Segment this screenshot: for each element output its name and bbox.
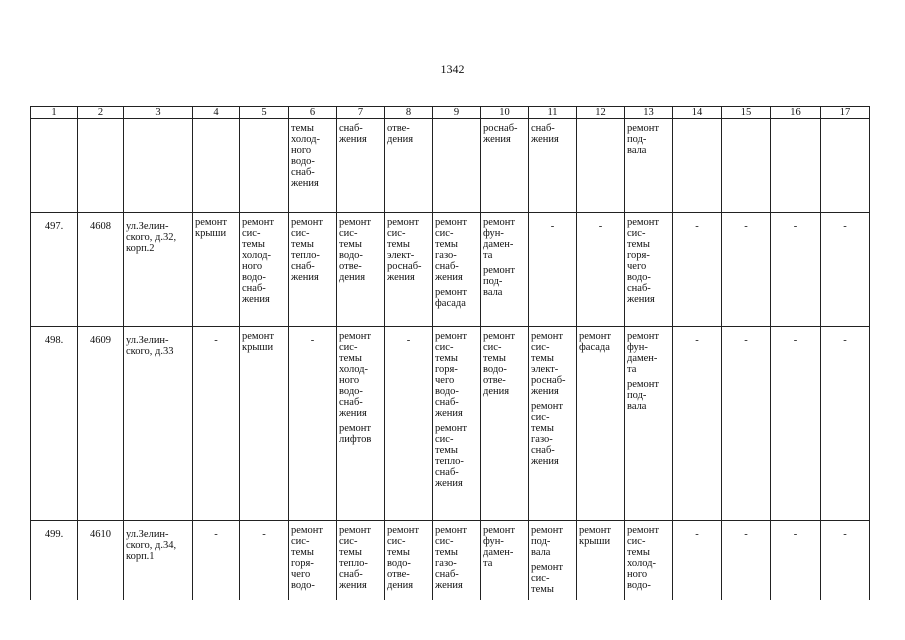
empty-cell [193,327,240,521]
house-id-cell [78,327,124,521]
work-item: ремонт сис- темы горя- чего водо- снаб- жения [627,217,660,305]
work-item: ремонт фасада [579,331,612,353]
empty-cell [771,521,821,611]
work-item: ремонт сис- темы горя- чего водо- снаб- жения [435,331,468,419]
cell-text: - [744,221,748,232]
work-item: темы холод- ного водо- снаб- жения [291,123,320,189]
column-header-4: 4 [193,107,240,119]
repair-schedule-table [30,106,870,611]
empty-cell [673,327,722,521]
works-cell [433,119,481,213]
empty-cell [529,213,577,327]
row-number-cell [31,521,78,611]
works-cell [577,119,625,213]
column-header-11: 11 [529,107,577,119]
column-header-9: 9 [433,107,481,119]
cell-text: 498. [44,335,64,346]
empty-cell [193,119,240,213]
cell-text: - [214,335,218,346]
cell-text: - [793,335,798,346]
works-cell [625,119,673,213]
works-cell [337,119,385,213]
works-cell [433,213,481,327]
cell-text: ул.Зелин- ского, д.34, корп.1 [126,529,177,562]
empty-cell [722,521,771,611]
column-header-8: 8 [385,107,433,119]
column-header-15: 15 [722,107,771,119]
works-cell [433,521,481,611]
works-cell [433,327,481,521]
cell-text: ул.Зелин- ского, д.32, корп.2 [126,221,177,254]
house-id-cell [78,119,124,213]
works-cell [289,521,337,611]
cell-text: - [843,335,847,346]
cell-text: - [793,221,798,232]
row-number-cell [31,213,78,327]
cell-text: - [793,529,798,540]
table-row [31,521,870,611]
table-row [31,213,870,327]
cell-text: 499. [44,529,64,540]
work-item: ремонт под- вала [627,123,660,156]
work-item: ремонт фун- дамен- та [483,217,516,261]
cell-text: - [310,335,315,346]
column-header-16: 16 [771,107,821,119]
cell-text: - [262,529,266,540]
work-item: ремонт фун- дамен- та [483,525,516,569]
column-header-14: 14 [673,107,722,119]
works-cell [193,213,240,327]
column-header-17: 17 [821,107,870,119]
cell-text: 4609 [90,335,111,346]
empty-cell [673,119,722,213]
empty-cell [673,213,722,327]
column-header-1: 1 [31,107,78,119]
work-item: ремонт сис- темы тепло- снаб- жения [339,525,372,591]
work-item: ремонт под- вала [483,265,516,298]
empty-cell [193,521,240,611]
table-row [31,119,870,213]
works-cell [240,213,289,327]
works-cell [529,521,577,611]
works-cell [577,327,625,521]
table-row [31,327,870,521]
work-item: ремонт сис- темы тепло- снаб- жения [435,423,468,489]
work-item: роснаб- жения [483,123,518,145]
empty-cell [240,521,289,611]
empty-cell [722,119,771,213]
cell-text: - [598,221,603,232]
works-cell [481,119,529,213]
work-item: ремонт под- вала [627,379,660,412]
column-header-3: 3 [124,107,193,119]
cell-text: - [550,221,555,232]
cell-text: - [695,221,699,232]
work-item: ремонт под- вала [531,525,564,558]
work-item: ремонт сис- темы [531,562,564,595]
empty-cell [577,213,625,327]
address-cell [124,119,193,213]
cell-text: ул.Зелин- ского, д.33 [126,335,174,357]
work-item: снаб- жения [531,123,559,145]
cell-text: - [744,335,748,346]
work-item: снаб- жения [339,123,367,145]
empty-cell [821,119,870,213]
work-item: ремонт крыши [195,217,228,239]
cell-text: - [214,529,218,540]
works-cell [481,327,529,521]
works-cell [529,119,577,213]
work-item: ремонт сис- темы элект- роснаб- жения [531,331,566,397]
works-cell [385,521,433,611]
empty-cell [722,213,771,327]
empty-cell [821,327,870,521]
works-cell [289,119,337,213]
works-cell [625,327,673,521]
empty-cell [673,521,722,611]
cell-text: - [744,529,748,540]
page-number: 1342 [440,62,465,76]
house-id-cell [78,213,124,327]
works-cell [625,521,673,611]
works-cell [337,213,385,327]
work-item: ремонт сис- темы холод- ного водо- снаб- жения [339,331,372,419]
works-cell [385,213,433,327]
work-item: ремонт сис- темы водо- отве- дения [387,525,420,591]
cell-text: 497. [44,221,64,232]
cell-text: - [695,335,699,346]
house-id-cell [78,521,124,611]
column-header-2: 2 [78,107,124,119]
work-item: ремонт сис- темы холод- ного водо- снаб- жения [242,217,275,305]
cell-text: - [843,221,847,232]
work-item: ремонт фун- дамен- та [627,331,660,375]
column-header-10: 10 [481,107,529,119]
work-item: ремонт сис- темы водо- отве- дения [339,217,372,283]
header-row [31,107,870,119]
works-cell [625,213,673,327]
empty-cell [821,521,870,611]
table-body [31,119,870,611]
work-item: отве- дения [387,123,414,145]
work-item: ремонт сис- темы газо- снаб- жения [435,217,468,283]
cell-text: - [406,335,411,346]
works-cell [529,327,577,521]
cell-text: - [843,529,847,540]
empty-cell [385,327,433,521]
works-cell [481,521,529,611]
column-header-5: 5 [240,107,289,119]
work-item: ремонт сис- темы водо- отве- дения [483,331,516,397]
works-cell [385,119,433,213]
empty-cell [821,213,870,327]
work-item: ремонт сис- темы холод- ного водо- [627,525,660,591]
work-item: ремонт сис- темы тепло- снаб- жения [291,217,324,283]
page-bottom-margin [0,600,905,640]
empty-cell [240,119,289,213]
work-item: ремонт сис- темы горя- чего водо- [291,525,324,591]
work-item: ремонт лифтов [339,423,372,445]
work-item: ремонт сис- темы газо- снаб- жения [435,525,468,591]
works-cell [337,521,385,611]
row-number-cell [31,327,78,521]
empty-cell [771,213,821,327]
works-cell [337,327,385,521]
cell-text: 4610 [90,529,111,540]
address-cell [124,521,193,611]
column-header-6: 6 [289,107,337,119]
work-item: ремонт сис- темы элект- роснаб- жения [387,217,422,283]
work-item: ремонт крыши [242,331,275,353]
empty-cell [771,327,821,521]
address-cell [124,327,193,521]
cell-text: 4608 [90,221,111,232]
column-header-7: 7 [337,107,385,119]
works-cell [289,213,337,327]
work-item: ремонт сис- темы газо- снаб- жения [531,401,564,467]
empty-cell [722,327,771,521]
column-header-13: 13 [625,107,673,119]
empty-cell [771,119,821,213]
row-number-cell [31,119,78,213]
address-cell [124,213,193,327]
works-cell [240,327,289,521]
work-item: ремонт фасада [435,287,468,309]
work-item: ремонт крыши [579,525,612,547]
column-header-12: 12 [577,107,625,119]
works-cell [577,521,625,611]
empty-cell [289,327,337,521]
cell-text: - [695,529,699,540]
works-cell [481,213,529,327]
